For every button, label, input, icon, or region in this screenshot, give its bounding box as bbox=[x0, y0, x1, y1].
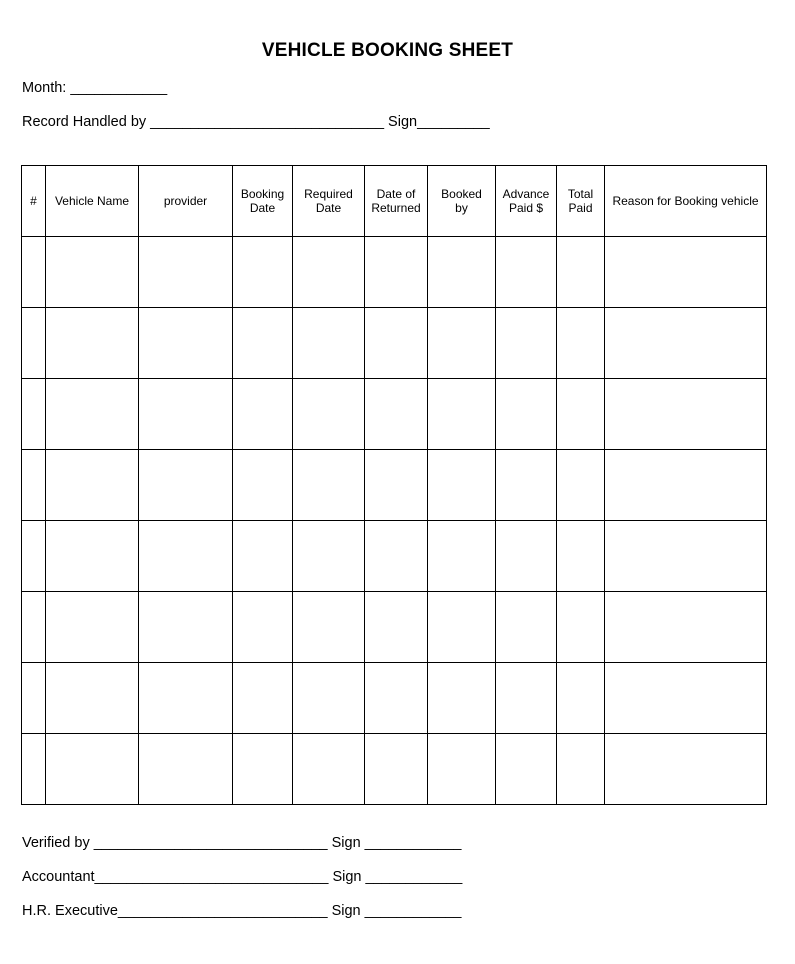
table-cell[interactable] bbox=[557, 450, 605, 521]
table-cell[interactable] bbox=[605, 521, 767, 592]
table-row bbox=[22, 592, 767, 663]
table-cell[interactable] bbox=[46, 379, 139, 450]
table-cell[interactable] bbox=[293, 521, 365, 592]
column-header-label: Date of Returned bbox=[371, 187, 421, 215]
table-cell[interactable] bbox=[496, 237, 557, 308]
table-cell[interactable] bbox=[139, 379, 233, 450]
table-cell[interactable] bbox=[428, 521, 496, 592]
table-cell[interactable] bbox=[605, 734, 767, 805]
table-cell[interactable] bbox=[496, 308, 557, 379]
table-cell[interactable] bbox=[605, 663, 767, 734]
record-handled-by-line: Record Handled by _____________________________ Sign_________ bbox=[22, 114, 490, 130]
column-header-label: provider bbox=[163, 194, 208, 208]
table-cell[interactable] bbox=[557, 379, 605, 450]
verified-by-line: Verified by _____________________________ Sign ____________ bbox=[22, 835, 462, 851]
table-cell[interactable] bbox=[428, 450, 496, 521]
table-cell[interactable] bbox=[557, 734, 605, 805]
table-cell[interactable] bbox=[428, 379, 496, 450]
table-cell[interactable] bbox=[22, 592, 46, 663]
table-cell[interactable] bbox=[139, 521, 233, 592]
table-cell[interactable] bbox=[233, 521, 293, 592]
column-header-total-paid bbox=[557, 166, 605, 237]
table-cell[interactable] bbox=[496, 450, 557, 521]
table-body bbox=[22, 237, 767, 805]
table-cell[interactable] bbox=[293, 237, 365, 308]
table-cell[interactable] bbox=[557, 308, 605, 379]
table-cell[interactable] bbox=[365, 592, 428, 663]
page-title: VEHICLE BOOKING SHEET bbox=[261, 40, 514, 61]
table-cell[interactable] bbox=[428, 308, 496, 379]
table-cell[interactable] bbox=[46, 450, 139, 521]
table-cell[interactable] bbox=[428, 237, 496, 308]
table-cell[interactable] bbox=[557, 237, 605, 308]
column-header-date-of-returned bbox=[365, 166, 428, 237]
table-cell[interactable] bbox=[46, 592, 139, 663]
column-header-label: Required Date bbox=[304, 187, 353, 215]
table-row bbox=[22, 308, 767, 379]
table-cell[interactable] bbox=[139, 450, 233, 521]
column-header-label: Reason for Booking vehicle bbox=[612, 194, 759, 208]
column-header-label: Total Paid bbox=[567, 187, 594, 215]
table-cell[interactable] bbox=[365, 237, 428, 308]
table-cell[interactable] bbox=[293, 379, 365, 450]
table-cell[interactable] bbox=[22, 237, 46, 308]
table-cell[interactable] bbox=[365, 663, 428, 734]
table-cell[interactable] bbox=[46, 521, 139, 592]
table-cell[interactable] bbox=[496, 521, 557, 592]
table-cell[interactable] bbox=[365, 521, 428, 592]
column-header-vehicle-name bbox=[46, 166, 139, 237]
table-cell[interactable] bbox=[233, 379, 293, 450]
table-cell[interactable] bbox=[139, 663, 233, 734]
booking-table bbox=[21, 165, 767, 805]
table-cell[interactable] bbox=[605, 379, 767, 450]
table-row bbox=[22, 237, 767, 308]
column-header-advance-paid bbox=[496, 166, 557, 237]
table-cell[interactable] bbox=[428, 663, 496, 734]
column-header-provider bbox=[139, 166, 233, 237]
column-header-required-date bbox=[293, 166, 365, 237]
table-cell[interactable] bbox=[139, 734, 233, 805]
month-line: Month: ____________ bbox=[22, 80, 168, 96]
table-cell[interactable] bbox=[139, 308, 233, 379]
table-cell[interactable] bbox=[293, 592, 365, 663]
column-header-label: # bbox=[30, 194, 37, 208]
column-header-reason bbox=[605, 166, 767, 237]
table-cell[interactable] bbox=[605, 237, 767, 308]
column-header-label: Booked by bbox=[441, 187, 482, 215]
table-cell[interactable] bbox=[365, 734, 428, 805]
table-row bbox=[22, 450, 767, 521]
table-cell[interactable] bbox=[293, 663, 365, 734]
table-cell[interactable] bbox=[293, 308, 365, 379]
table-row bbox=[22, 663, 767, 734]
table-cell[interactable] bbox=[139, 592, 233, 663]
table-cell[interactable] bbox=[365, 450, 428, 521]
table-row bbox=[22, 379, 767, 450]
table-cell[interactable] bbox=[557, 521, 605, 592]
table-cell[interactable] bbox=[428, 734, 496, 805]
table-cell[interactable] bbox=[293, 450, 365, 521]
table-cell[interactable] bbox=[605, 450, 767, 521]
table-header-row bbox=[22, 166, 767, 237]
table-cell[interactable] bbox=[22, 663, 46, 734]
table-cell[interactable] bbox=[496, 663, 557, 734]
table-cell[interactable] bbox=[365, 308, 428, 379]
table-cell[interactable] bbox=[46, 734, 139, 805]
table-cell[interactable] bbox=[557, 663, 605, 734]
table-cell[interactable] bbox=[233, 734, 293, 805]
table-cell[interactable] bbox=[233, 592, 293, 663]
table-cell[interactable] bbox=[428, 592, 496, 663]
column-header-number bbox=[22, 166, 46, 237]
table-cell[interactable] bbox=[233, 450, 293, 521]
column-header-label: Advance Paid $ bbox=[502, 187, 550, 215]
table-cell[interactable] bbox=[496, 592, 557, 663]
table-cell[interactable] bbox=[557, 592, 605, 663]
table-cell[interactable] bbox=[233, 663, 293, 734]
table-cell[interactable] bbox=[605, 308, 767, 379]
table-cell[interactable] bbox=[139, 237, 233, 308]
table-cell[interactable] bbox=[46, 663, 139, 734]
table-cell[interactable] bbox=[22, 734, 46, 805]
table-cell[interactable] bbox=[496, 379, 557, 450]
hr-executive-line: H.R. Executive__________________________ Sign ____________ bbox=[22, 903, 462, 919]
column-header-label: Booking Date bbox=[240, 187, 285, 215]
column-header-booking-date bbox=[233, 166, 293, 237]
column-header-label: Vehicle Name bbox=[54, 194, 130, 208]
table-row bbox=[22, 734, 767, 805]
table-cell[interactable] bbox=[293, 734, 365, 805]
table-cell[interactable] bbox=[496, 734, 557, 805]
table-cell[interactable] bbox=[233, 308, 293, 379]
table-cell[interactable] bbox=[233, 237, 293, 308]
table-cell[interactable] bbox=[22, 521, 46, 592]
table-cell[interactable] bbox=[46, 237, 139, 308]
table-row bbox=[22, 521, 767, 592]
table-cell[interactable] bbox=[22, 450, 46, 521]
table-cell[interactable] bbox=[605, 592, 767, 663]
table-cell[interactable] bbox=[46, 308, 139, 379]
table-cell[interactable] bbox=[365, 379, 428, 450]
table-cell[interactable] bbox=[22, 379, 46, 450]
accountant-line: Accountant_____________________________ Sign ____________ bbox=[22, 869, 463, 885]
column-header-booked-by bbox=[428, 166, 496, 237]
table-cell[interactable] bbox=[22, 308, 46, 379]
